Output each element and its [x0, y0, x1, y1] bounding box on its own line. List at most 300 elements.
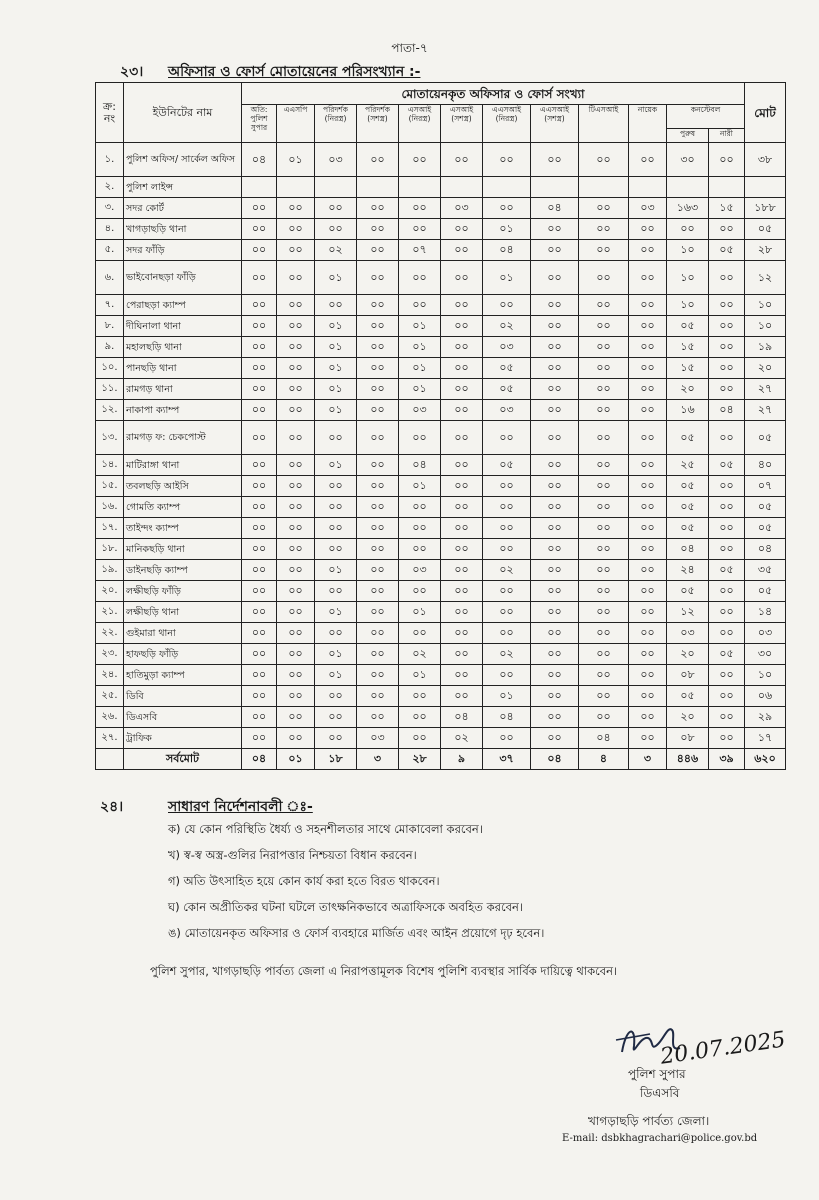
- row-serial: ১৯.: [96, 560, 124, 581]
- sl-header: ক্র: নং: [96, 83, 124, 143]
- row-value-cell: ০০: [531, 539, 579, 560]
- row-value-cell: ০০: [441, 240, 483, 261]
- col-header-si-unarmed: এসআই (নিরস্ত্র): [399, 105, 441, 143]
- row-value-cell: ০১: [399, 358, 441, 379]
- row-value-cell: ০৩: [483, 400, 531, 421]
- row-value-cell: ০০: [579, 400, 629, 421]
- row-serial: ১৩.: [96, 421, 124, 455]
- grand-total-sum: ৬২০: [745, 749, 786, 770]
- row-value-cell: ০০: [709, 602, 745, 623]
- row-value-cell: ০০: [531, 379, 579, 400]
- row-value-cell: ০০: [441, 476, 483, 497]
- row-value-cell: ০১: [399, 602, 441, 623]
- row-value-cell: ০০: [531, 665, 579, 686]
- row-value-cell: ০০: [357, 602, 399, 623]
- row-value-cell: ০০: [709, 497, 745, 518]
- row-value-cell: ০০: [242, 665, 277, 686]
- row-value-cell: ০০: [531, 421, 579, 455]
- row-value-cell: ২৪: [667, 560, 709, 581]
- row-value-cell: ০০: [709, 665, 745, 686]
- row-value-cell: ০৫: [667, 581, 709, 602]
- row-value-cell: ০০: [483, 623, 531, 644]
- col-header-naik: নায়েক: [629, 105, 667, 143]
- row-total-cell: ১৭: [745, 728, 786, 749]
- row-value-cell: ০০: [629, 728, 667, 749]
- row-value-cell: ০০: [357, 518, 399, 539]
- row-value-cell: ০০: [579, 240, 629, 261]
- row-value-cell: ০০: [277, 379, 315, 400]
- row-value-cell: ০০: [357, 707, 399, 728]
- row-total-cell: ১৪: [745, 602, 786, 623]
- row-value-cell: ০৪: [483, 240, 531, 261]
- row-value-cell: ০০: [441, 497, 483, 518]
- row-serial: ২৫.: [96, 686, 124, 707]
- grand-total-cell: ০১: [277, 749, 315, 770]
- row-value-cell: ০০: [579, 295, 629, 316]
- row-value-cell: ০৩: [357, 728, 399, 749]
- row-value-cell: ১৬: [667, 400, 709, 421]
- row-value-cell: ০০: [277, 198, 315, 219]
- row-value-cell: ০০: [399, 295, 441, 316]
- row-serial: ১৬.: [96, 497, 124, 518]
- section-23-title: অফিসার ও ফোর্স মোতায়েনের পরিসংখ্যান :-: [168, 64, 421, 80]
- row-value-cell: ০০: [579, 665, 629, 686]
- row-value-cell: [709, 177, 745, 198]
- row-value-cell: [277, 177, 315, 198]
- row-value-cell: [242, 177, 277, 198]
- row-value-cell: ১৬৩: [667, 198, 709, 219]
- row-value-cell: ০০: [357, 497, 399, 518]
- row-value-cell: ০০: [441, 143, 483, 177]
- row-value-cell: ০০: [709, 686, 745, 707]
- row-value-cell: ০০: [277, 665, 315, 686]
- row-value-cell: ০০: [629, 539, 667, 560]
- row-value-cell: ০০: [579, 581, 629, 602]
- row-value-cell: ০০: [441, 358, 483, 379]
- row-value-cell: ০০: [709, 295, 745, 316]
- row-value-cell: ০১: [399, 476, 441, 497]
- row-value-cell: ০০: [531, 497, 579, 518]
- row-serial: ৭.: [96, 295, 124, 316]
- row-value-cell: ০০: [579, 219, 629, 240]
- row-value-cell: ০০: [531, 623, 579, 644]
- col-header-asp: এএসপি: [277, 105, 315, 143]
- row-value-cell: ০১: [315, 337, 357, 358]
- row-value-cell: ০৫: [709, 240, 745, 261]
- row-value-cell: ০০: [629, 316, 667, 337]
- row-value-cell: ০০: [242, 497, 277, 518]
- row-value-cell: ০০: [483, 728, 531, 749]
- row-value-cell: ০০: [629, 497, 667, 518]
- row-value-cell: ২০: [667, 644, 709, 665]
- row-value-cell: ০০: [531, 518, 579, 539]
- row-value-cell: ০৫: [709, 644, 745, 665]
- row-value-cell: ০০: [579, 476, 629, 497]
- row-value-cell: ০০: [399, 581, 441, 602]
- row-total-cell: ৩০: [745, 644, 786, 665]
- row-value-cell: ০৩: [399, 560, 441, 581]
- row-value-cell: ০০: [579, 143, 629, 177]
- col-header-constable: কনস্টেবল: [667, 105, 745, 129]
- row-value-cell: [629, 177, 667, 198]
- row-value-cell: ০০: [579, 602, 629, 623]
- row-total-cell: ০৪: [745, 539, 786, 560]
- row-value-cell: ০০: [579, 379, 629, 400]
- row-value-cell: ০০: [242, 707, 277, 728]
- row-value-cell: ০০: [441, 379, 483, 400]
- row-value-cell: ০০: [709, 316, 745, 337]
- table-row: [96, 295, 786, 316]
- row-value-cell: ০০: [277, 623, 315, 644]
- row-unit-name: সদর কোর্ট: [124, 198, 242, 219]
- row-value-cell: ০০: [579, 358, 629, 379]
- row-value-cell: ০০: [579, 644, 629, 665]
- row-value-cell: ০০: [483, 602, 531, 623]
- row-total-cell: ০৫: [745, 497, 786, 518]
- grand-total-cell: ৩৯: [709, 749, 745, 770]
- row-value-cell: ০০: [242, 581, 277, 602]
- row-value-cell: ০২: [441, 728, 483, 749]
- instruction-list: [168, 820, 768, 950]
- row-serial: ২৭.: [96, 728, 124, 749]
- section-24-title: সাধারণ নির্দেশনাবলী ঃ-: [168, 799, 313, 815]
- row-total-cell: ২৭: [745, 400, 786, 421]
- row-value-cell: ০০: [277, 560, 315, 581]
- row-serial: ৬.: [96, 261, 124, 295]
- row-value-cell: ০২: [399, 644, 441, 665]
- row-value-cell: ০০: [531, 337, 579, 358]
- row-value-cell: ০৩: [483, 337, 531, 358]
- row-value-cell: ০০: [357, 560, 399, 581]
- row-value-cell: ০০: [709, 707, 745, 728]
- row-value-cell: ০০: [277, 602, 315, 623]
- section-23-number: ২৩।: [120, 64, 144, 80]
- row-value-cell: ০৪: [242, 143, 277, 177]
- row-value-cell: ০০: [629, 623, 667, 644]
- row-unit-name: গোমতি ক্যাম্প: [124, 497, 242, 518]
- row-value-cell: ০০: [709, 539, 745, 560]
- row-value-cell: ০০: [242, 219, 277, 240]
- row-value-cell: ১০: [667, 261, 709, 295]
- row-value-cell: ০১: [315, 602, 357, 623]
- row-value-cell: ০০: [242, 379, 277, 400]
- row-value-cell: ০০: [709, 261, 745, 295]
- row-unit-name: হাফছড়ি ফাঁড়ি: [124, 644, 242, 665]
- total-header: মোট: [745, 83, 786, 143]
- row-serial: ২১.: [96, 602, 124, 623]
- row-value-cell: ০১: [399, 316, 441, 337]
- row-value-cell: ০০: [441, 623, 483, 644]
- row-value-cell: ০৩: [399, 400, 441, 421]
- row-value-cell: ০০: [315, 518, 357, 539]
- row-value-cell: ০০: [531, 240, 579, 261]
- row-value-cell: ০০: [483, 581, 531, 602]
- row-total-cell: ৩৫: [745, 560, 786, 581]
- row-unit-name: পানছড়ি থানা: [124, 358, 242, 379]
- row-value-cell: ০০: [357, 316, 399, 337]
- grand-total-row: [96, 749, 786, 770]
- row-unit-name: ডিএসবি: [124, 707, 242, 728]
- row-value-cell: ০০: [277, 539, 315, 560]
- row-unit-name: মাটিরাঙ্গা থানা: [124, 455, 242, 476]
- row-total-cell: ১৮৮: [745, 198, 786, 219]
- row-unit-name: দীঘিনালা থানা: [124, 316, 242, 337]
- instruction-item: গ) অতি উৎসাহিত হয়ে কোন কার্য করা হতে বিরত থাকবেন।: [168, 874, 440, 888]
- signatory-title: পুলিশ সুপার: [628, 1067, 686, 1081]
- row-value-cell: ০০: [441, 295, 483, 316]
- row-value-cell: ০০: [441, 518, 483, 539]
- row-value-cell: ১০: [667, 240, 709, 261]
- row-value-cell: ০০: [242, 476, 277, 497]
- row-value-cell: ০৫: [483, 379, 531, 400]
- unit-name-header: ইউনিটের নাম: [124, 83, 242, 143]
- row-value-cell: ০০: [579, 316, 629, 337]
- row-value-cell: ০২: [315, 240, 357, 261]
- grand-total-cell: ৩৭: [483, 749, 531, 770]
- row-value-cell: ০০: [242, 316, 277, 337]
- row-value-cell: ০০: [441, 602, 483, 623]
- row-value-cell: ০০: [441, 644, 483, 665]
- row-value-cell: [441, 177, 483, 198]
- row-value-cell: ০০: [242, 560, 277, 581]
- row-value-cell: ০০: [277, 686, 315, 707]
- row-value-cell: [399, 177, 441, 198]
- row-value-cell: ০০: [315, 686, 357, 707]
- row-value-cell: ০০: [357, 261, 399, 295]
- row-unit-name: হাতিমুড়া ক্যাম্প: [124, 665, 242, 686]
- row-value-cell: ৩০: [667, 143, 709, 177]
- row-value-cell: ১৫: [709, 198, 745, 219]
- row-value-cell: ০৭: [399, 240, 441, 261]
- row-value-cell: ০০: [441, 337, 483, 358]
- row-value-cell: ০০: [629, 665, 667, 686]
- row-value-cell: ০০: [315, 539, 357, 560]
- row-value-cell: ০০: [483, 295, 531, 316]
- row-value-cell: ০৮: [667, 728, 709, 749]
- row-value-cell: ০৪: [399, 455, 441, 476]
- row-value-cell: ০০: [483, 421, 531, 455]
- row-value-cell: ০০: [242, 295, 277, 316]
- row-value-cell: ০০: [357, 400, 399, 421]
- row-value-cell: ০৩: [629, 198, 667, 219]
- row-value-cell: ০০: [242, 455, 277, 476]
- row-value-cell: ০০: [242, 400, 277, 421]
- row-value-cell: ০০: [315, 707, 357, 728]
- table-row: [96, 455, 786, 476]
- row-value-cell: ০০: [242, 337, 277, 358]
- row-value-cell: ০৪: [441, 707, 483, 728]
- row-value-cell: ০০: [531, 728, 579, 749]
- row-value-cell: ০১: [483, 686, 531, 707]
- row-value-cell: ০০: [242, 728, 277, 749]
- row-value-cell: ০০: [709, 518, 745, 539]
- row-value-cell: ০০: [242, 686, 277, 707]
- row-value-cell: ০০: [531, 476, 579, 497]
- table-row: [96, 240, 786, 261]
- row-total-cell: ১৯: [745, 337, 786, 358]
- row-value-cell: ০০: [483, 143, 531, 177]
- row-value-cell: ০১: [315, 644, 357, 665]
- row-value-cell: ০৫: [667, 476, 709, 497]
- row-unit-name: খাগড়াছড়ি থানা: [124, 219, 242, 240]
- row-value-cell: ০০: [579, 560, 629, 581]
- row-value-cell: ০০: [277, 707, 315, 728]
- row-value-cell: ০১: [399, 665, 441, 686]
- row-value-cell: ০০: [629, 686, 667, 707]
- row-serial: ১৮.: [96, 539, 124, 560]
- row-unit-name: তাইন্দং ক্যাম্প: [124, 518, 242, 539]
- row-value-cell: ০০: [399, 728, 441, 749]
- row-value-cell: ০০: [629, 602, 667, 623]
- table-row: [96, 581, 786, 602]
- row-value-cell: ০০: [579, 455, 629, 476]
- table-row: [96, 644, 786, 665]
- row-value-cell: ০০: [629, 400, 667, 421]
- row-value-cell: ০০: [441, 421, 483, 455]
- row-value-cell: ০২: [483, 644, 531, 665]
- row-total-cell: ০৫: [745, 421, 786, 455]
- row-value-cell: ০০: [357, 455, 399, 476]
- row-value-cell: ০০: [357, 240, 399, 261]
- row-unit-name: রামগড় ফ: চেকপোস্ট: [124, 421, 242, 455]
- row-value-cell: ০০: [629, 219, 667, 240]
- row-value-cell: ০৫: [667, 497, 709, 518]
- row-value-cell: ০২: [483, 560, 531, 581]
- row-value-cell: ০৫: [709, 560, 745, 581]
- col-header-tsi: টিএসআই: [579, 105, 629, 143]
- row-value-cell: ০০: [357, 686, 399, 707]
- row-value-cell: ০০: [399, 707, 441, 728]
- row-value-cell: ০০: [315, 476, 357, 497]
- row-unit-name: লক্ষীছড়ি থানা: [124, 602, 242, 623]
- row-value-cell: ০০: [483, 665, 531, 686]
- row-serial: ২৬.: [96, 707, 124, 728]
- row-value-cell: ০০: [315, 623, 357, 644]
- row-value-cell: ০০: [709, 337, 745, 358]
- row-value-cell: ০০: [579, 337, 629, 358]
- row-value-cell: ১০: [667, 295, 709, 316]
- row-value-cell: [483, 177, 531, 198]
- instruction-item: ঘ) কোন অপ্রীতিকর ঘটনা ঘটলে তাৎক্ষনিকভাবে অত্রাফিসকে অবহিত করবেন।: [168, 900, 523, 914]
- row-value-cell: ০০: [357, 219, 399, 240]
- row-value-cell: ০০: [441, 400, 483, 421]
- row-value-cell: ০১: [483, 261, 531, 295]
- row-value-cell: ০০: [315, 728, 357, 749]
- row-value-cell: ০০: [357, 143, 399, 177]
- row-total-cell: ০৩: [745, 623, 786, 644]
- row-value-cell: ২০: [667, 379, 709, 400]
- row-total-cell: ১০: [745, 316, 786, 337]
- row-value-cell: ০০: [629, 337, 667, 358]
- row-value-cell: ০০: [531, 686, 579, 707]
- section-24-number: ২৪।: [100, 799, 124, 815]
- row-value-cell: ০০: [242, 602, 277, 623]
- row-value-cell: ০০: [709, 476, 745, 497]
- row-value-cell: ০০: [629, 644, 667, 665]
- row-value-cell: ০০: [531, 316, 579, 337]
- row-unit-name: পুলিশ অফিস/ সার্কেল অফিস: [124, 143, 242, 177]
- table-row: [96, 476, 786, 497]
- col-header-asi-unarmed: এএসআই (নিরস্ত্র): [483, 105, 531, 143]
- row-unit-name: ডিবি: [124, 686, 242, 707]
- row-value-cell: [579, 177, 629, 198]
- row-value-cell: ০০: [242, 623, 277, 644]
- row-value-cell: ০০: [399, 198, 441, 219]
- row-value-cell: ০০: [709, 219, 745, 240]
- table-row: [96, 665, 786, 686]
- row-value-cell: ০০: [277, 497, 315, 518]
- row-unit-name: পুলিশ লাইন্স: [124, 177, 242, 198]
- row-serial: ২০.: [96, 581, 124, 602]
- row-value-cell: ০৫: [667, 316, 709, 337]
- table-row: [96, 623, 786, 644]
- row-value-cell: ০১: [315, 560, 357, 581]
- row-serial: ২৪.: [96, 665, 124, 686]
- row-value-cell: ০১: [315, 400, 357, 421]
- row-value-cell: ০০: [277, 240, 315, 261]
- row-value-cell: ০০: [483, 198, 531, 219]
- row-value-cell: ০০: [277, 261, 315, 295]
- row-value-cell: ০০: [483, 476, 531, 497]
- row-value-cell: ০০: [277, 518, 315, 539]
- row-total-cell: ২৭: [745, 379, 786, 400]
- row-serial: ৯.: [96, 337, 124, 358]
- row-value-cell: ০০: [315, 219, 357, 240]
- row-value-cell: ০০: [483, 518, 531, 539]
- row-value-cell: ০৫: [667, 686, 709, 707]
- table-row: [96, 539, 786, 560]
- row-value-cell: ০০: [629, 143, 667, 177]
- row-value-cell: ০০: [399, 421, 441, 455]
- row-serial: ২.: [96, 177, 124, 198]
- row-value-cell: ০০: [277, 644, 315, 665]
- row-value-cell: ০০: [357, 421, 399, 455]
- row-value-cell: ০১: [315, 261, 357, 295]
- row-value-cell: ০০: [399, 261, 441, 295]
- row-value-cell: ০০: [709, 728, 745, 749]
- row-value-cell: ০০: [277, 316, 315, 337]
- row-value-cell: ০০: [242, 539, 277, 560]
- row-value-cell: ০০: [531, 560, 579, 581]
- row-value-cell: ০০: [399, 623, 441, 644]
- row-value-cell: ০০: [242, 358, 277, 379]
- row-value-cell: ০০: [531, 602, 579, 623]
- row-value-cell: ০৩: [667, 623, 709, 644]
- row-value-cell: ০০: [242, 644, 277, 665]
- col-header-constable-male: পুরুষ: [667, 129, 709, 143]
- row-value-cell: ০১: [315, 455, 357, 476]
- row-value-cell: ০৪: [709, 400, 745, 421]
- row-value-cell: ০০: [242, 518, 277, 539]
- row-value-cell: ০৪: [667, 539, 709, 560]
- grand-total-cell: ২৮: [399, 749, 441, 770]
- row-value-cell: ০৮: [667, 665, 709, 686]
- row-serial: ১৪.: [96, 455, 124, 476]
- row-unit-name: পেরাছড়া ক্যাম্প: [124, 295, 242, 316]
- table-row: [96, 421, 786, 455]
- row-unit-name: লক্ষীছড়ি ফাঁড়ি: [124, 581, 242, 602]
- row-value-cell: ০০: [441, 560, 483, 581]
- row-serial: ২৩.: [96, 644, 124, 665]
- row-value-cell: ০০: [357, 476, 399, 497]
- row-value-cell: ০০: [277, 455, 315, 476]
- row-value-cell: ০০: [277, 728, 315, 749]
- row-value-cell: ০১: [315, 379, 357, 400]
- row-value-cell: ০০: [399, 539, 441, 560]
- row-value-cell: ০০: [315, 421, 357, 455]
- row-value-cell: ০০: [242, 421, 277, 455]
- row-total-cell: [745, 177, 786, 198]
